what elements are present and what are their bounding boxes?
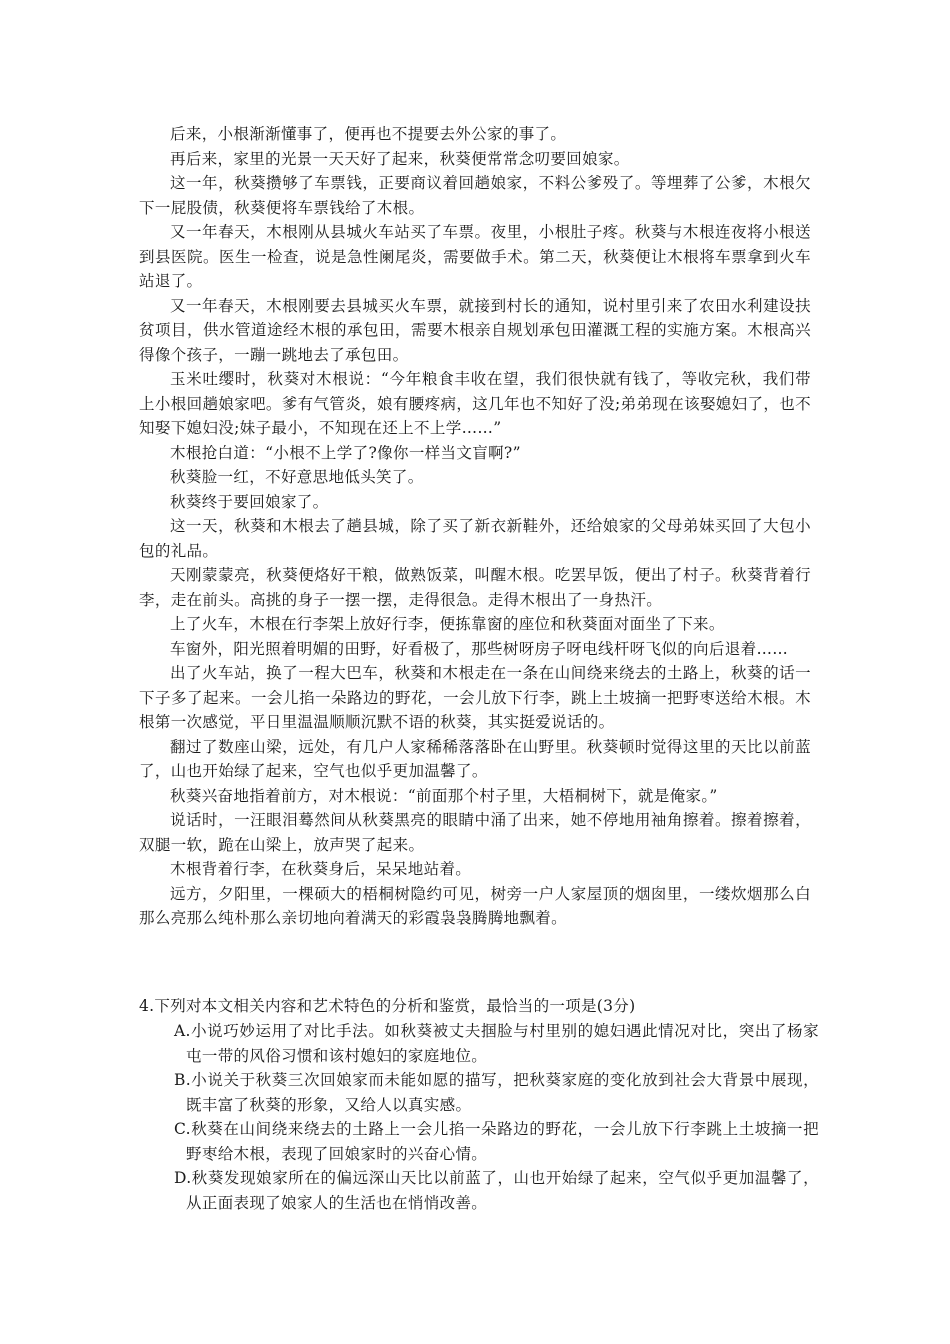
story-paragraph: 天刚蒙蒙亮，秋葵便烙好干粮，做熟饭菜，叫醒木根。吃罢早饭，便出了村子。秋葵背着行李，走在前头。高挑的身子一摆一摆，走得很急。走得木根出了一身热汗。 <box>139 566 811 609</box>
story-paragraph: 玉米吐缨时，秋葵对木根说：“今年粮食丰收在望，我们很快就有钱了，等收完秋，我们带上小根回趟娘家吧。爹有气管炎，娘有腰疼病，这几年也不知好了没;弟弟现在该娶媳妇了，也不知娶下媳妇没;妹子最小，不知现在还上不上学……” <box>139 370 811 437</box>
question-stem: 4.下列对本文相关内容和艺术特色的分析和鉴赏，最恰当的一项是(3分) <box>139 997 636 1015</box>
story-paragraph: 后来，小根渐渐懂事了，便再也不提要去外公家的事了。 <box>170 125 567 143</box>
option-a: A.小说巧妙运用了对比手法。如秋葵被丈夫掴脸与村里别的媳妇遇此情况对比，突出了杨家屯一带的风俗习惯和该村媳妇的家庭地位。 <box>174 1022 819 1065</box>
story-paragraph: 说话时，一汪眼泪蓦然间从秋葵黑亮的眼睛中涌了出来，她不停地用袖角擦着。擦着擦着，双腿一软，跪在山梁上，放声哭了起来。 <box>139 811 811 854</box>
story-paragraph: 秋葵脸一红，不好意思地低头笑了。 <box>170 468 424 486</box>
story-paragraph: 再后来，家里的光景一天天好了起来，秋葵便常常念叨要回娘家。 <box>170 149 630 168</box>
option-b: B.小说关于秋葵三次回娘家而未能如愿的描写，把秋葵家庭的变化放到社会大背景中展现，既丰富了秋葵的形象，又给人以真实感。 <box>174 1071 819 1114</box>
story-paragraph: 木根背着行李，在秋葵身后，呆呆地站着。 <box>170 860 472 878</box>
story-paragraph: 又一年春天，木根刚要去县城买火车票，就接到村长的通知，说村里引来了农田水利建设扶贫项目，供水管道途经木根的承包田，需要木根亲自规划承包田灌溉工程的实施方案。木根高兴得像个孩子，一蹦一跳地去了承包田。 <box>139 296 811 364</box>
story-paragraph: 上了火车，木根在行李架上放好行李，便拣靠窗的座位和秋葵面对面坐了下来。 <box>170 615 725 633</box>
story-paragraph: 又一年春天，木根刚从县城火车站买了车票。夜里，小根肚子疼。秋葵与木根连夜将小根送到县医院。医生一检查，说是急性阑尾炎，需要做手术。第二天，秋葵便让木根将车票拿到火车站退了。 <box>139 223 811 290</box>
story-paragraph: 车窗外，阳光照着明媚的田野，好看极了，那些树呀房子呀电线杆呀飞似的向后退着…… <box>170 639 789 658</box>
story-text <box>139 122 811 931</box>
story-paragraph: 秋葵兴奋地指着前方，对木根说：“前面那个村子里，大梧桐树下，就是俺家。” <box>170 786 718 805</box>
story-paragraph: 远方，夕阳里，一棵硕大的梧桐树隐约可见，树旁一户人家屋顶的烟囱里，一缕炊烟那么白那么亮那么纯朴那么亲切地向着满天的彩霞袅袅腾腾地飘着。 <box>139 884 811 927</box>
story-paragraph: 秋葵终于要回娘家了。 <box>170 492 329 511</box>
option-c: C.秋葵在山间绕来绕去的土路上一会儿掐一朵路边的野花，一会儿放下行李跳上土坡摘一把野枣给木根，表现了回娘家时的兴奋心情。 <box>174 1120 819 1163</box>
story-paragraph: 翻过了数座山梁，远处，有几户人家稀稀落落卧在山野里。秋葵顿时觉得这里的天比以前蓝了，山也开始绿了起来，空气也似乎更加温馨了。 <box>139 737 811 780</box>
story-paragraph: 木根抢白道：“小根不上学了?像你一样当文盲啊?” <box>170 443 521 462</box>
story-paragraph: 这一年，秋葵攒够了车票钱，正要商议着回趟娘家，不料公爹殁了。等埋葬了公爹，木根欠下一屁股债，秋葵便将车票钱给了木根。 <box>139 174 811 217</box>
question-4 <box>139 994 819 1215</box>
story-paragraph: 这一天，秋葵和木根去了趟县城，除了买了新衣新鞋外，还给娘家的父母弟妹买回了大包小包的礼品。 <box>139 517 811 560</box>
option-d: D.秋葵发现娘家所在的偏远深山天比以前蓝了，山也开始绿了起来，空气似乎更加温馨了，从正面表现了娘家人的生活也在悄悄改善。 <box>174 1169 819 1212</box>
story-paragraph: 出了火车站，换了一程大巴车，秋葵和木根走在一条在山间绕来绕去的土路上，秋葵的话一下子多了起来。一会儿掐一朵路边的野花，一会儿放下行李，跳上土坡摘一把野枣送给木根。木根第一次感觉，平日里温温顺顺沉默不语的秋葵，其实挺爱说话的。 <box>139 664 811 731</box>
